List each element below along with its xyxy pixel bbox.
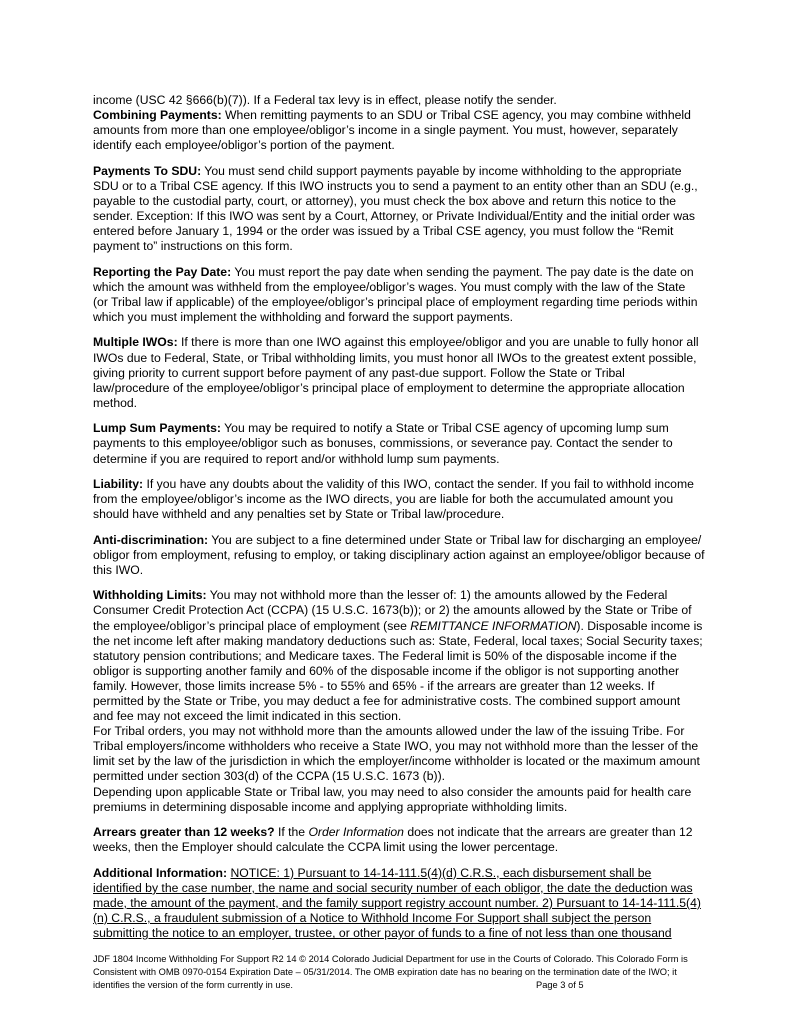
text-run: from the employee/obligor’s income as the IWO directs, you are liable for both the accumulated amount you bbox=[93, 492, 674, 507]
text-line bbox=[93, 840, 745, 855]
heading-label: Additional Information: bbox=[93, 865, 228, 880]
heading-label: Payments To SDU: bbox=[93, 163, 202, 178]
text-run: obligor is supporting another family and 60% of the disposable income if the obligor is not supporting another bbox=[93, 663, 680, 678]
heading-label: Multiple IWOs: bbox=[93, 335, 178, 350]
text-line bbox=[93, 179, 745, 194]
text-run: (or Tribal law if applicable) of the employee/obligor’s principal place of employment regarding time periods within bbox=[93, 294, 698, 309]
text-line bbox=[93, 563, 745, 578]
text-line bbox=[93, 769, 745, 784]
text-run: does not indicate that the arrears are greater than 12 bbox=[403, 825, 693, 840]
text-run: statutory pension contributions; and Medicare taxes. The Federal limit is 50% of the disposable income if the bbox=[93, 648, 677, 663]
heading-label: Withholding Limits: bbox=[93, 588, 207, 603]
heading-label: Lump Sum Payments: bbox=[93, 421, 221, 436]
text-line bbox=[93, 588, 745, 603]
text-run: this IWO. bbox=[93, 562, 144, 577]
text-line bbox=[93, 881, 745, 896]
heading-label: Arrears greater than 12 weeks? bbox=[93, 825, 275, 840]
text-line bbox=[93, 396, 745, 411]
text-line bbox=[93, 194, 745, 209]
page-number: Page 3 of 5 bbox=[536, 980, 584, 990]
text-line bbox=[93, 507, 745, 522]
text-run: which you must implement the withholding and forward the support payments. bbox=[93, 310, 514, 324]
text-run: IWOs due to Federal, State, or Tribal withholding limits, you must honor all IWOs to the greatest extent possible, bbox=[93, 350, 697, 365]
heading-label: Liability: bbox=[93, 477, 144, 492]
paragraph-gap bbox=[93, 153, 745, 163]
text-line bbox=[93, 280, 745, 295]
text-line bbox=[93, 366, 745, 381]
text-run: You are subject to a fine determined under State or Tribal law for discharging an employee/ bbox=[208, 532, 702, 547]
text-run: the employee/obligor’s principal place of employment (see bbox=[93, 618, 411, 633]
text-line bbox=[93, 548, 745, 563]
text-line bbox=[93, 335, 745, 350]
text-line bbox=[93, 619, 745, 634]
text-run: entered before January 1, 1994 or the order was issued by a Tribal CSE agency, you must follow the “Remit bbox=[93, 224, 674, 239]
text-line bbox=[93, 739, 745, 754]
paragraph-gap bbox=[93, 411, 745, 421]
text-line bbox=[93, 123, 745, 138]
text-run: You may be required to notify a State or Tribal CSE agency of upcoming lump sum bbox=[221, 421, 669, 436]
text-run: the net income left after making mandatory deductions such as: State, Federal, local taxes; Social Security taxes; bbox=[93, 633, 703, 648]
footer-line-2: Consistent with OMB 0970-0154 Expiration Date – 05/31/2014. The OMB expiration date has no bearing on the termination date of the IWO; it bbox=[93, 967, 677, 977]
text-run: permitted under section 303(d) of the CCPA (15 U.S.C. 1673 (b)). bbox=[93, 769, 446, 784]
text-line bbox=[93, 295, 745, 310]
text-line bbox=[93, 724, 745, 739]
text-run: You must report the pay date when sending the payment. The pay date is the date on bbox=[231, 264, 694, 279]
text-line bbox=[93, 926, 745, 941]
text-line bbox=[93, 649, 745, 664]
paragraph-gap bbox=[93, 578, 745, 588]
text-line bbox=[93, 709, 745, 724]
text-line bbox=[93, 108, 745, 123]
text-line bbox=[93, 209, 745, 224]
paragraph bbox=[93, 421, 745, 466]
text-run: Order Information bbox=[308, 825, 404, 840]
paragraph-gap bbox=[93, 815, 745, 825]
document-body bbox=[93, 93, 745, 941]
text-line bbox=[93, 351, 745, 366]
text-run: payment to” instructions on this form. bbox=[93, 239, 293, 254]
text-line bbox=[93, 224, 745, 239]
text-run: made, the amount of the payment, and the family support registry account number. 2) Pursuant to 14-14-111.5(4) bbox=[93, 895, 701, 910]
text-run: identify each employee/obligor’s portion of the payment. bbox=[93, 138, 395, 153]
paragraph bbox=[93, 825, 745, 855]
text-run: weeks, then the Employer should calculate the CCPA limit using the lower percentage. bbox=[93, 840, 559, 855]
text-run: which the amount was withheld from the employee/obligor’s wages. You must comply with the law of the State bbox=[93, 279, 686, 294]
text-run: sender. Exception: If this IWO was sent by a Court, Attorney, or Private Individual/Entity and the initial order was bbox=[93, 209, 695, 224]
text-line bbox=[93, 911, 745, 926]
text-run: (n) C.R.S., a fraudulent submission of a Notice to Withhold Income For Support shall subject the person bbox=[93, 911, 652, 926]
paragraph bbox=[93, 265, 745, 325]
heading-label: Combining Payments: bbox=[93, 108, 222, 123]
text-run: You must send child support payments payable by income withholding to the appropriate bbox=[201, 163, 682, 178]
text-line bbox=[93, 694, 745, 709]
text-run: premiums in determining disposable income and applying appropriate withholding limits. bbox=[93, 799, 568, 814]
text-run: SDU or to a Tribal CSE agency. If this IWO instructs you to send a payment to an entity other than an SDU (e.g., bbox=[93, 178, 698, 193]
text-run: Depending upon applicable State or Tribal law, you may need to also consider the amounts paid for health care bbox=[93, 784, 692, 799]
text-run: Tribal employers/income withholders who receive a State IWO, you may not withhold more than the lesser of the bbox=[93, 739, 699, 754]
text-run: payments to this employee/obligor such as bonuses, commissions, or severance pay. Contact the sender to bbox=[93, 436, 673, 451]
paragraph bbox=[93, 93, 745, 153]
text-line bbox=[93, 421, 745, 436]
footer-line-3-text: identifies the version of the form currently in use. bbox=[93, 980, 293, 990]
footer-line-1: JDF 1804 Income Withholding For Support R2 14 © 2014 Colorado Judicial Department for use in the Courts of Colorado. This Colorado Form is bbox=[93, 954, 688, 964]
text-run: NOTICE: 1) Pursuant to 14-14-111.5(4)(d) C.R.S., each disbursement shall be bbox=[230, 865, 652, 880]
text-line bbox=[93, 492, 745, 507]
text-run: family. However, those limits increase 5% - to 55% and 65% - if the arrears are greater than 12 weeks. If bbox=[93, 678, 655, 693]
text-run: identified by the case number, the name and social security number of each obligor, the date the deduction was bbox=[93, 880, 693, 895]
text-run: If the bbox=[274, 825, 309, 840]
paragraph bbox=[93, 866, 745, 941]
text-run: If you have any doubts about the validity of this IWO, contact the sender. If you fail to withhold income bbox=[143, 477, 694, 492]
text-line bbox=[93, 477, 745, 492]
text-run: method. bbox=[93, 395, 138, 410]
text-line bbox=[93, 533, 745, 548]
paragraph-gap bbox=[93, 855, 745, 865]
heading-label: Reporting the Pay Date: bbox=[93, 264, 232, 279]
text-run: Consumer Credit Protection Act (CCPA) (15 U.S.C. 1673(b)); or 2) the amounts allowed by the State or Tribe of bbox=[93, 603, 692, 618]
text-line bbox=[93, 310, 745, 325]
text-line bbox=[93, 452, 745, 467]
paragraph bbox=[93, 335, 745, 410]
text-run: permitted by the State or Tribe, you may deduct a fee for administrative costs. The combined support amount bbox=[93, 694, 681, 709]
text-line bbox=[93, 785, 745, 800]
text-line bbox=[93, 164, 745, 179]
text-line bbox=[93, 679, 745, 694]
paragraph bbox=[93, 533, 745, 578]
text-line bbox=[93, 265, 745, 280]
text-run: For Tribal orders, you may not withhold more than the amounts allowed under the law of the issuing Tribe. For bbox=[93, 724, 685, 739]
text-run: When remitting payments to an SDU or Tribal CSE agency, you may combine withheld bbox=[221, 108, 691, 123]
text-line bbox=[93, 603, 745, 618]
text-run: REMITTANCE INFORMATION bbox=[410, 618, 577, 633]
text-run: giving priority to current support before payment of any past-due support. Follow the State or Tribal bbox=[93, 365, 625, 380]
text-run: law/procedure of the employee/obligor’s principal place of employment to determine the appropriate allocation bbox=[93, 380, 685, 395]
text-line bbox=[93, 825, 745, 840]
text-run: determine if you are required to report and/or withhold lump sum payments. bbox=[93, 451, 500, 466]
text-run: If there is more than one IWO against this employee/obligor and you are unable to fully honor all bbox=[177, 335, 699, 350]
text-run: income (USC 42 §666(b)(7)). If a Federal tax levy is in effect, please notify the sender. bbox=[93, 93, 557, 107]
text-line bbox=[93, 239, 745, 254]
paragraph bbox=[93, 477, 745, 522]
text-run: ). Disposable income is bbox=[576, 618, 703, 633]
text-run: amounts from more than one employee/obligor’s income in a single payment. You must, however, separately bbox=[93, 123, 678, 138]
text-line bbox=[93, 664, 745, 679]
paragraph-gap bbox=[93, 522, 745, 532]
paragraph-gap bbox=[93, 254, 745, 264]
text-run: submitting the notice to an employer, trustee, or other payor of funds to a fine of not less than one thousand bbox=[93, 926, 672, 941]
text-line bbox=[93, 866, 745, 881]
paragraph-gap bbox=[93, 325, 745, 335]
paragraph bbox=[93, 588, 745, 814]
text-line bbox=[93, 381, 745, 396]
text-line bbox=[93, 896, 745, 911]
text-run: should have withheld and any penalties set by State or Tribal law/procedure. bbox=[93, 507, 505, 522]
heading-label: Anti-discrimination: bbox=[93, 532, 209, 547]
paragraph bbox=[93, 164, 745, 255]
text-run: obligor from employment, refusing to employ, or taking disciplinary action against an employee/obligor because of bbox=[93, 547, 705, 562]
text-run: limit set by the law of the jurisdiction in which the employer/income withholder is located or the maximum amount bbox=[93, 754, 700, 769]
text-line bbox=[93, 138, 745, 153]
text-run: You may not withhold more than the lesser of: 1) the amounts allowed by the Federal bbox=[206, 588, 668, 603]
form-footer bbox=[93, 953, 745, 992]
text-line bbox=[93, 436, 745, 451]
text-line bbox=[93, 93, 745, 108]
text-run: payable to the custodial party, court, or attorney), you must check the box above and return this notice to the bbox=[93, 193, 677, 208]
text-line bbox=[93, 800, 745, 815]
text-run: and fee may not exceed the limit indicated in this section. bbox=[93, 709, 402, 724]
text-line bbox=[93, 754, 745, 769]
text-line bbox=[93, 634, 745, 649]
paragraph-gap bbox=[93, 467, 745, 477]
footer-line-3 bbox=[93, 979, 745, 992]
